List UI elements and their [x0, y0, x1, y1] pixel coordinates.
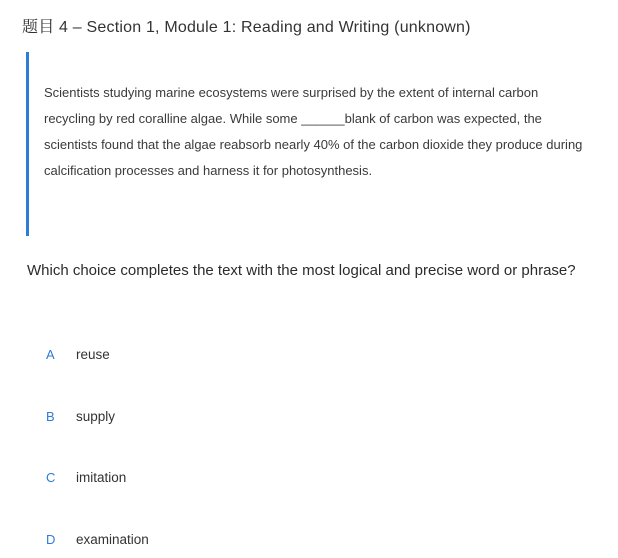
- choice-text: reuse: [76, 346, 110, 362]
- choice-text: imitation: [76, 469, 127, 485]
- choice-d[interactable]: [46, 528, 149, 550]
- question-prompt: Which choice completes the text with the most logical and precise word or phrase?: [27, 262, 576, 279]
- passage-text: Scientists studying marine ecosystems were surprised by the extent of internal carbon recycling by red coralline algae. While some ______blank of carbon was expected, the scientists found that the algae reabsorb nearly 40% of the carbon dioxide they produce during calcification processes and harness it for photosynthesis.: [44, 85, 583, 178]
- choice-letter: A: [46, 346, 55, 362]
- choice-a[interactable]: [46, 343, 110, 365]
- choice-letter: D: [46, 531, 56, 547]
- choice-c[interactable]: [46, 466, 126, 488]
- choice-text: examination: [76, 531, 149, 547]
- choice-letter: B: [46, 408, 55, 424]
- choice-text: supply: [76, 408, 116, 424]
- question-title: 题目 4 – Section 1, Module 1: Reading and Writing (unknown): [22, 19, 471, 36]
- choice-b[interactable]: [46, 405, 115, 427]
- passage-block: [26, 52, 596, 236]
- choice-letter: C: [46, 469, 56, 485]
